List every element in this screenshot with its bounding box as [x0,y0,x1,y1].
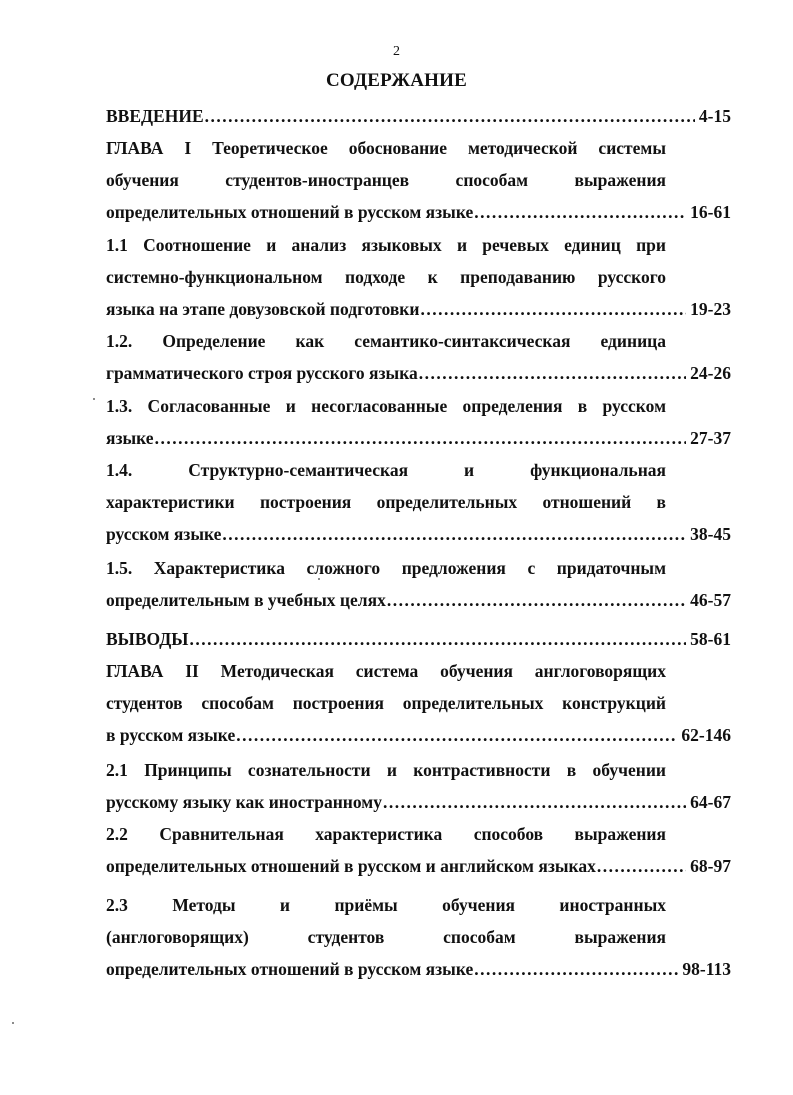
toc-page-range: 46-57 [690,590,731,610]
toc-line-text: в русском языке [106,725,236,745]
dot-leader [222,522,686,546]
dot-leader [474,957,678,981]
toc-line [106,588,731,612]
toc-line: (англоговорящих) студентов способам выражения [106,927,666,947]
toc-line [106,522,731,546]
toc-line: обучения студентов-иностранцев способам выражения [106,170,666,190]
scan-speck [93,398,95,400]
toc-line [106,627,731,651]
toc-page-range: 68-97 [690,856,731,876]
toc-line: студентов способам построения определительных конструкций [106,693,666,713]
scan-speck [318,578,320,580]
page-title: СОДЕРЖАНИЕ [326,70,467,91]
dot-leader [387,588,686,612]
toc-page-range: 62-146 [681,725,731,745]
toc-line: 2.2 Сравнительная характеристика способов выражения [106,824,666,844]
toc-line [106,426,731,450]
toc-line: 1.5. Характеристика сложного предложения с придаточным [106,558,666,578]
toc-line [106,723,731,747]
toc-line [106,957,731,981]
toc-line: 1.2. Определение как семантико-синтаксическая единица [106,331,666,351]
dot-leader [155,426,687,450]
toc-line [106,104,731,128]
toc-line-text: определительным в учебных целях [106,590,386,610]
dot-leader [419,361,686,385]
toc-page-range: 27-37 [690,428,731,448]
toc-line [106,361,731,385]
toc-line-text: определительных отношений в русском языке [106,202,474,222]
toc-page-range: 24-26 [690,363,731,383]
dot-leader [205,104,695,128]
toc-line: 1.3. Согласованные и несогласованные определения в русском [106,396,666,416]
toc-line: системно-функциональном подходе к преподаванию русского [106,267,666,287]
dot-leader [190,627,687,651]
page-number: 2 [393,44,400,59]
toc-line-text: определительных отношений в русском и английском языках [106,856,596,876]
toc-line-text: ВВЕДЕНИЕ [106,106,204,126]
toc-line-text: языке [106,428,154,448]
toc-line-text: языка на этапе довузовской подготовки [106,299,420,319]
toc-line: 2.1 Принципы сознательности и контрастивности в обучении [106,760,666,780]
dot-leader [236,723,677,747]
toc-line: 1.4. Структурно-семантическая и функциональная [106,460,666,480]
toc-line-text: русском языке [106,524,222,544]
dot-leader [474,200,686,224]
toc-line-text: грамматического строя русского языка [106,363,418,383]
toc-page-range: 4-15 [698,106,731,126]
toc-line: характеристики построения определительных отношений в [106,492,666,512]
toc-line [106,790,731,814]
toc-line [106,297,731,321]
toc-page-range: 98-113 [682,959,731,979]
toc-line-text: ВЫВОДЫ [106,629,189,649]
toc-line [106,200,731,224]
dot-leader [383,790,686,814]
toc-line-text: русскому языку как иностранному [106,792,382,812]
dot-leader [420,297,686,321]
toc-line: 2.3 Методы и приёмы обучения иностранных [106,895,666,915]
toc-page-range: 38-45 [690,524,731,544]
toc-page-range: 19-23 [690,299,731,319]
toc-line [106,854,731,878]
dot-leader [597,854,686,878]
toc-page-range: 64-67 [690,792,731,812]
toc-line: ГЛАВА I Теоретическое обоснование методической системы [106,138,666,158]
toc-page-range: 58-61 [690,629,731,649]
toc-line: ГЛАВА II Методическая система обучения англоговорящих [106,661,666,681]
toc-line: 1.1 Соотношение и анализ языковых и речевых единиц при [106,235,666,255]
toc-page-range: 16-61 [690,202,731,222]
toc-line-text: определительных отношений в русском языке [106,959,474,979]
scan-speck [12,1022,14,1024]
